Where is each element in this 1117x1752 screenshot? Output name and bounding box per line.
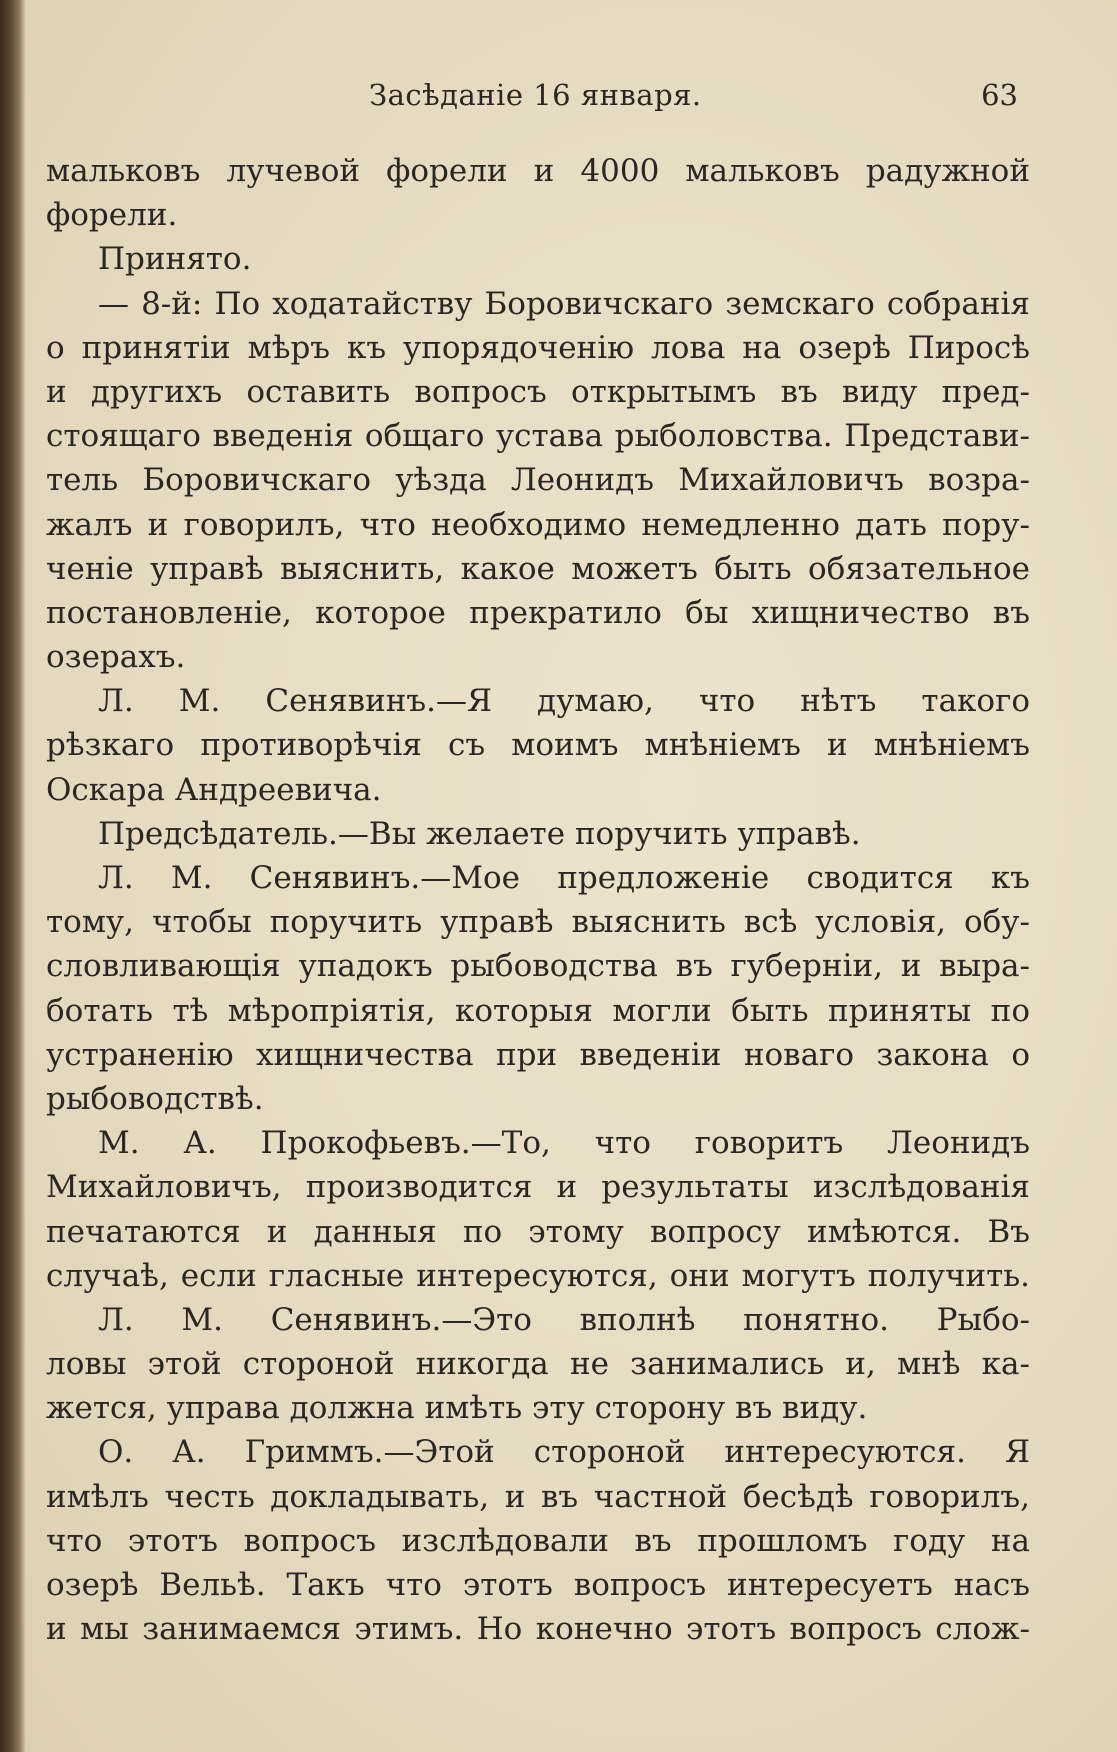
text-line: случаѣ, если гласные интересуются, они могутъ получить.	[46, 1257, 1030, 1294]
text-line: — 8-й: По ходатайству Боровичскаго земскаго собранія	[98, 285, 1030, 322]
text-line: жется, управа должна имѣть эту сторону въ виду.	[46, 1390, 868, 1427]
page-number: 63	[981, 78, 1018, 112]
text-line: Михайловичъ, производится и результаты изслѣдованія	[46, 1169, 1030, 1206]
text-line: словливающія упадокъ рыбоводства въ губерніи, и выра-	[46, 948, 1030, 985]
text-line: устраненію хищничества при введеніи новаго закона о	[46, 1036, 1030, 1073]
text-line: стоящаго введенія общаго устава рыболовства. Представи-	[46, 418, 1030, 455]
text-line: постановленіе, которое прекратило бы хищничество въ	[46, 594, 1030, 631]
text-line: Л. М. Сенявинъ.—Это вполнѣ понятно. Рыбо-	[98, 1301, 1030, 1338]
text-line: что этотъ вопросъ изслѣдовали въ прошломъ году на	[46, 1522, 1030, 1559]
text-line: и другихъ оставить вопросъ открытымъ въ виду пред-	[46, 373, 1030, 410]
text-line: Л. М. Сенявинъ.—Я думаю, что нѣтъ такого	[98, 683, 1030, 720]
text-line: рѣзкаго противорѣчія съ моимъ мнѣніемъ и мнѣніемъ	[46, 727, 1030, 764]
text-line: печатаются и данныя по этому вопросу имѣются. Въ	[46, 1213, 1030, 1250]
text-line: форели.	[46, 197, 178, 234]
text-body	[46, 149, 1030, 1651]
text-line: Принято.	[98, 241, 252, 278]
text-line: Л. М. Сенявинъ.—Мое предложеніе сводится къ	[98, 860, 1030, 896]
text-line: и мы занимаемся этимъ. Но конечно этотъ вопросъ слож-	[46, 1611, 1030, 1648]
text-line: мальковъ лучевой форели и 4000 мальковъ радужной	[46, 153, 1030, 189]
book-binding-edge	[0, 0, 26, 1752]
text-line: тому, чтобы поручить управѣ выяснить всѣ условія, обу-	[46, 904, 1030, 941]
text-line: тель Боровичскаго уѣзда Леонидъ Михайловичъ возра-	[46, 462, 1030, 499]
header-title: Засѣданіе 16 января.	[369, 78, 702, 112]
text-line: жалъ и говорилъ, что необходимо немедленно дать пору-	[46, 506, 1030, 543]
text-line: озерѣ Вельѣ. Такъ что этотъ вопросъ интересуетъ насъ	[46, 1567, 1030, 1603]
text-line: о принятіи мѣръ къ упорядоченію лова на озерѣ Пиросѣ	[46, 329, 1030, 366]
text-line: рыбоводствѣ.	[46, 1080, 264, 1117]
running-header	[46, 78, 1048, 122]
text-line: ботать тѣ мѣропріятія, которыя могли быть приняты по	[46, 992, 1030, 1029]
text-line: ченіе управѣ выяснить, какое можетъ быть обязательное	[46, 550, 1030, 587]
text-line: имѣлъ честь докладывать, и въ частной бесѣдѣ говорилъ,	[46, 1478, 1030, 1515]
text-line: М. А. Прокофьевъ.—То, что говоритъ Леонидъ	[98, 1125, 1030, 1162]
text-line: Предсѣдатель.—Вы желаете поручить управѣ.	[98, 815, 861, 852]
text-line: О. А. Гриммъ.—Этой стороной интересуются. Я	[98, 1434, 1030, 1471]
text-line: озерахъ.	[46, 639, 186, 676]
text-line: Оскара Андреевича.	[46, 771, 382, 808]
text-line: ловы этой стороной никогда не занимались и, мнѣ ка-	[46, 1346, 1030, 1383]
